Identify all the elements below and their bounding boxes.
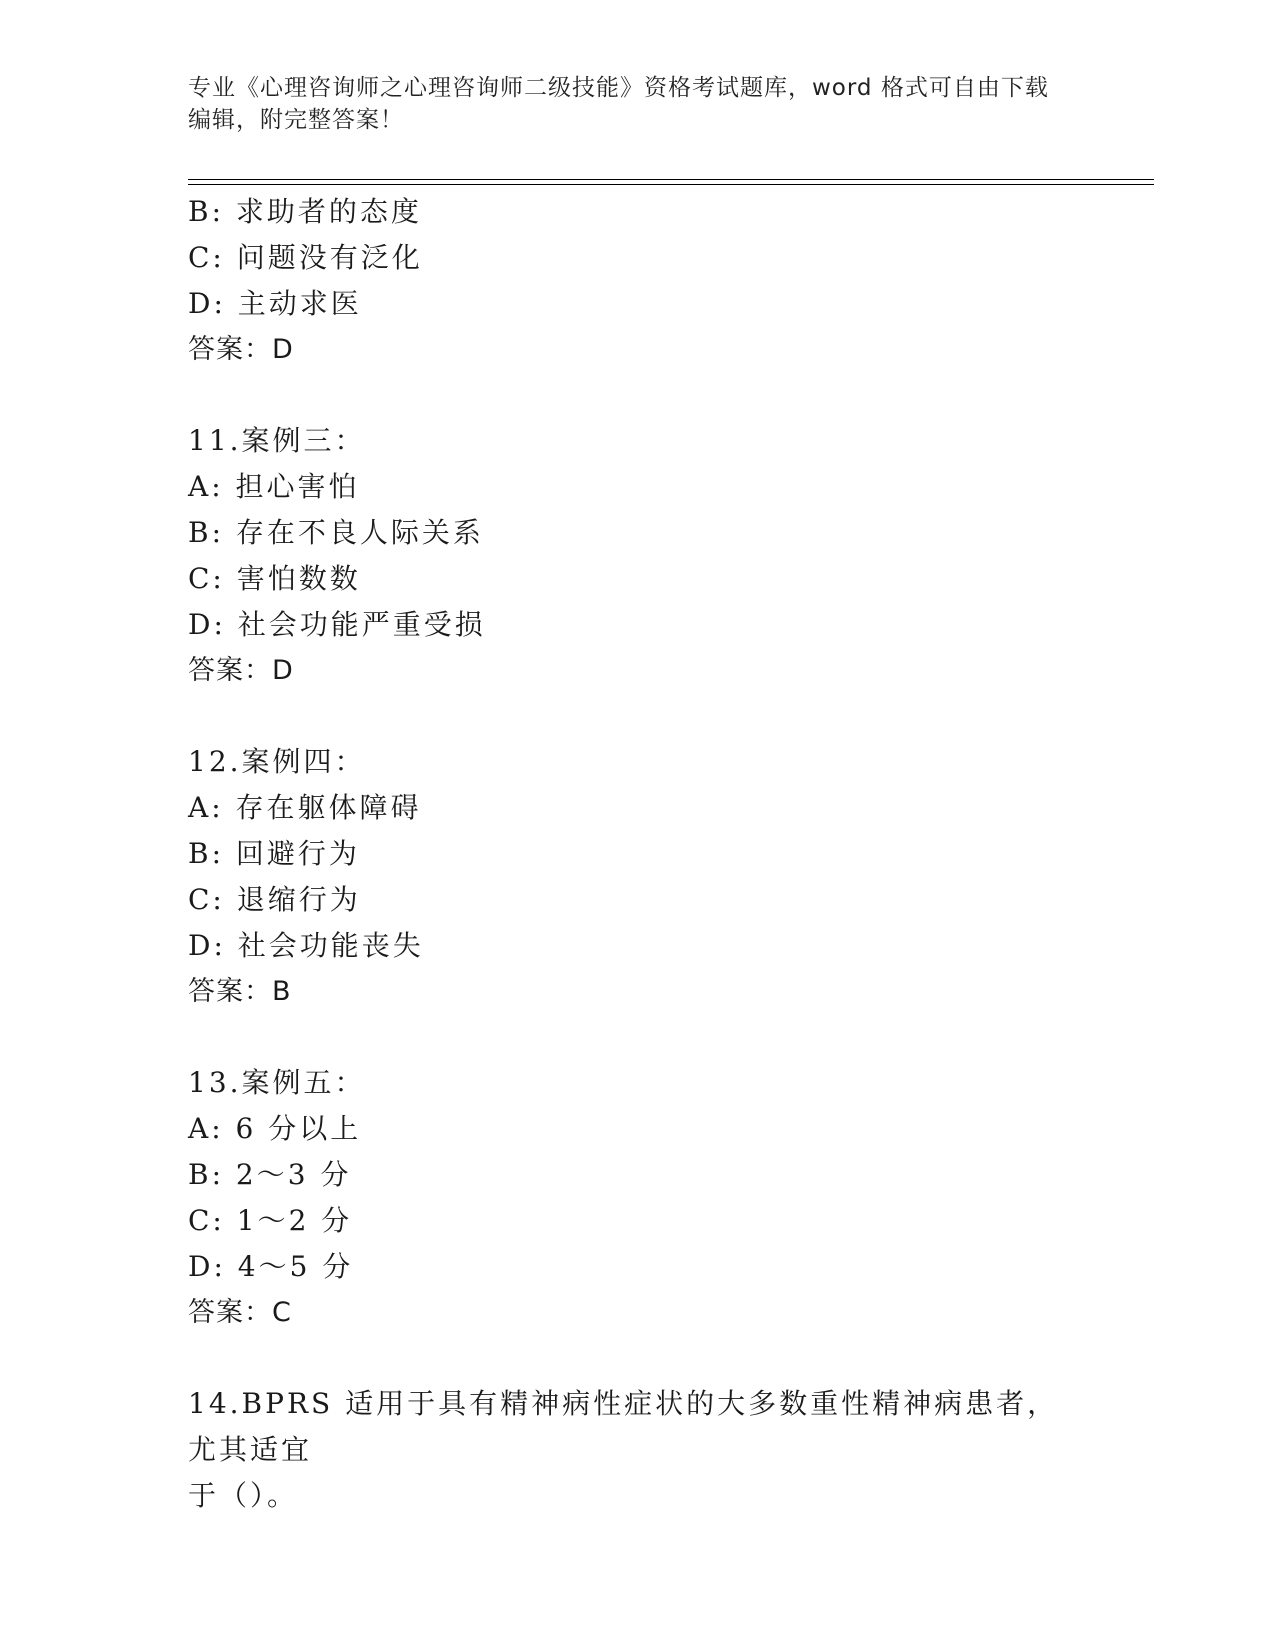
answer-line: 答案：C xyxy=(188,1297,292,1328)
option-b: B: 回避行为 xyxy=(188,837,360,870)
option-d: D: 主动求医 xyxy=(188,287,362,320)
spacer xyxy=(188,1015,1088,1060)
option-b: B: 2～3 分 xyxy=(188,1158,352,1191)
header-line-2: 编辑，附完整答案！ xyxy=(188,107,404,133)
option-a: A: 存在躯体障碍 xyxy=(188,791,422,824)
option-d: D: 社会功能严重受损 xyxy=(188,608,486,641)
question-stem-line-2: 于（）。 xyxy=(188,1479,299,1512)
header-line-1: 专业《心理咨询师之心理咨询师二级技能》资格考试题库，word 格式可自由下载 xyxy=(188,75,1049,101)
document-body xyxy=(188,189,1088,1519)
spacer xyxy=(188,1336,1088,1381)
question-block-14 xyxy=(188,1381,1088,1519)
answer-line: 答案：D xyxy=(188,655,294,686)
question-block-11 xyxy=(188,418,1088,694)
document-header xyxy=(188,72,1068,136)
header-divider-bottom xyxy=(188,184,1154,185)
spacer xyxy=(188,694,1088,739)
question-stem: 13.案例五： xyxy=(188,1066,366,1099)
option-d: D: 社会功能丧失 xyxy=(188,929,424,962)
question-block-10-continued xyxy=(188,189,1088,373)
option-b: B: 求助者的态度 xyxy=(188,195,422,228)
option-c: C: 退缩行为 xyxy=(188,883,361,916)
option-b: B: 存在不良人际关系 xyxy=(188,516,484,549)
option-c: C: 问题没有泛化 xyxy=(188,241,423,274)
option-a: A: 6 分以上 xyxy=(188,1112,362,1145)
spacer xyxy=(188,373,1088,418)
answer-line: 答案：D xyxy=(188,334,294,365)
question-block-13 xyxy=(188,1060,1088,1336)
option-d: D: 4～5 分 xyxy=(188,1250,354,1283)
answer-line: 答案：B xyxy=(188,976,292,1007)
question-stem-line-1: 14.BPRS 适用于具有精神病性症状的大多数重性精神病患者，尤其适宜 xyxy=(188,1387,1059,1466)
question-stem: 12.案例四： xyxy=(188,745,366,778)
question-block-12 xyxy=(188,739,1088,1015)
option-a: A: 担心害怕 xyxy=(188,470,360,503)
question-stem: 11.案例三： xyxy=(188,424,366,457)
option-c: C: 1～2 分 xyxy=(188,1204,353,1237)
option-c: C: 害怕数数 xyxy=(188,562,361,595)
header-divider-top xyxy=(188,179,1154,180)
